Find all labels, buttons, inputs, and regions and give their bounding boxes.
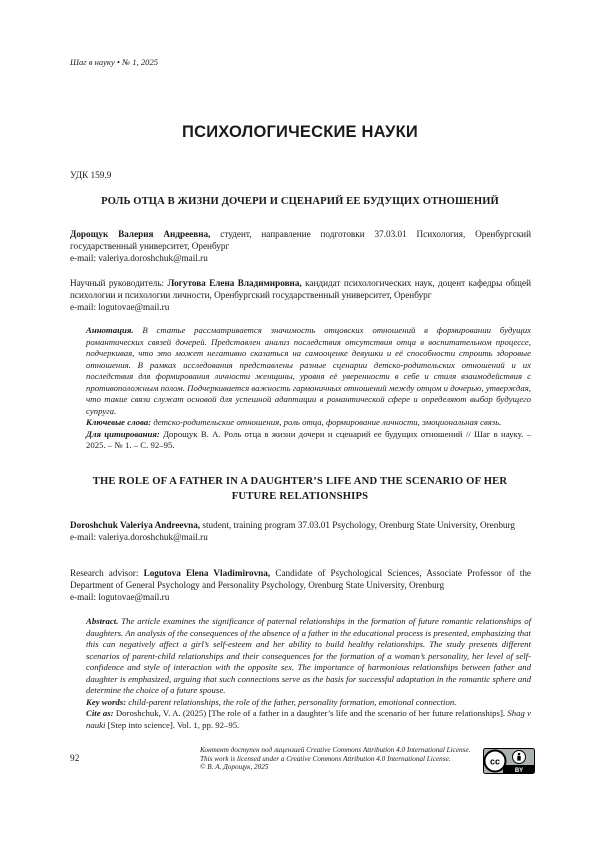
page-number: 92 <box>70 754 79 764</box>
keywords-label-en: Key words: <box>86 697 126 707</box>
abstract-label-en: Abstract. <box>86 616 118 626</box>
abstract-label-ru: Аннотация. <box>86 325 134 335</box>
keywords-text-en: child-parent relationships, the role of the father, personality formation, emotional connection. <box>126 697 456 707</box>
abstract-ru <box>70 325 531 452</box>
udk-code: УДК 159.9 <box>70 171 111 181</box>
cc-badge-text: BY <box>515 768 523 774</box>
keywords-en <box>70 697 531 709</box>
author-name-ru: Дорощук Валерия Андреевна, <box>70 229 210 239</box>
cite-label-ru: Для цитирования: <box>86 429 160 439</box>
cite-text-en-2: [Step into science]. Vol. 1, pp. 92–95. <box>105 720 239 730</box>
advisor-prefix-ru: Научный руководитель: <box>70 278 167 288</box>
abstract-text-ru: В статье рассматривается значимость отцовских отношений в формировании будущих романтических связей дочерей. Представлен анализ последствия отсутствия отца в воспитательном процессе, подчеркивая, что это может негативно сказаться на самооценке девушки и её способности строить здоровые отношения. В рамках исследования представлены разные сценарии детско-родительских отношений и их последствия для формирования личности женщины, уровня её уверенности в себе и стиля взаимодействия с противоположным полом. Подчеркивается важность гармоничных отношений между отцом и дочерью, утверждая, что такие связи служат основой для успешной адаптации в романтической сфере и определяют выбор будущего супруга. <box>86 325 531 416</box>
cite-text-en-1: Doroshchuk, V. A. (2025) [The role of a father in a daughter’s life and the scenario of her future relationships]. <box>114 708 508 718</box>
cc-by-license-icon[interactable] <box>483 748 535 774</box>
author-email-en[interactable]: e-mail: valeriya.doroshchuk@mail.ru <box>70 532 208 542</box>
article-title-en: THE ROLE OF A FATHER IN A DAUGHTER’S LIFE AND THE SCENARIO OF HER FUTURE RELATIONSHIPS <box>70 474 530 504</box>
advisor-block-ru <box>70 277 531 313</box>
cite-journal-en: Shag v nauki <box>86 708 531 730</box>
citation-en <box>70 708 531 731</box>
license-text-ru: Контент доступен под лицензией Creative Commons Attribution 4.0 International License. <box>200 746 480 755</box>
section-title: ПСИХОЛОГИЧЕСКИЕ НАУКИ <box>0 123 600 142</box>
copyright-text: © В. А. Дорощук, 2025 <box>200 763 480 772</box>
keywords-text-ru: детско-родительские отношения, роль отца, формирование личности, эмоциональная связь. <box>151 417 501 427</box>
author-block-ru <box>70 228 531 264</box>
article-title-ru: РОЛЬ ОТЦА В ЖИЗНИ ДОЧЕРИ И СЦЕНАРИЙ ЕЕ БУДУЩИХ ОТНОШЕНИЙ <box>70 196 530 207</box>
cite-text-ru: Дорощук В. А. Роль отца в жизни дочери и сценарий ее будущих отношений // Шаг в науку. – 2025. – № 1. – С. 92–95. <box>86 429 531 451</box>
keywords-ru <box>70 417 531 429</box>
svg-text:cc: cc <box>490 757 500 767</box>
advisor-name-ru: Логутова Елена Владимировна, <box>167 278 301 288</box>
advisor-block-en <box>70 567 531 603</box>
author-block-en <box>70 519 531 543</box>
author-info-ru: студент, направление подготовки 37.03.01 Психология, Оренбургский государственный университет, Оренбург <box>70 229 531 251</box>
author-email-ru[interactable]: e-mail: valeriya.doroshchuk@mail.ru <box>70 253 208 263</box>
advisor-prefix-en: Research advisor: <box>70 568 144 578</box>
abstract-paragraph-ru <box>70 325 531 417</box>
license-text-en: This work is licensed under a Creative Commons Attribution 4.0 International License. <box>200 755 480 764</box>
license-notice <box>200 746 480 772</box>
advisor-email-ru[interactable]: e-mail: logutovae@mail.ru <box>70 302 169 312</box>
citation-ru <box>70 429 531 452</box>
advisor-info-ru: кандидат психологических наук, доцент кафедры общей психологии и психологии личности, Оренбургский государственный университет, Оренбург <box>70 278 531 300</box>
advisor-info-en: Candidate of Psychological Sciences, Associate Professor of the Department of General Psychology and Personality Psychology, Orenburg State University, Orenburg <box>70 568 531 590</box>
journal-header: Шаг в науку • № 1, 2025 <box>70 57 158 67</box>
abstract-text-en: The article examines the significance of paternal relationships in the formation of future romantic relationships of daughters. An analysis of the consequences of the absence of a father in the educational process is presented, emphasizing that this can negatively affect a girl’s self-esteem and her ability to build healthy relationships. The study presents different scenarios of parent-child relationships and their consequences for the formation of a woman’s personality, her level of self-confidence and style of interaction with the opposite sex. The importance of harmonious relationships between father and daughter is emphasized, arguing that such connections serve as the basis for successful adaptation in the romantic sphere and determine the choice of a future spouse. <box>86 616 531 695</box>
keywords-label-ru: Ключевые слова: <box>86 417 151 427</box>
abstract-paragraph-en <box>70 616 531 697</box>
advisor-email-en[interactable]: e-mail: logutovae@mail.ru <box>70 592 169 602</box>
cite-label-en: Cite as: <box>86 708 114 718</box>
author-name-en: Doroshchuk Valeriya Andreevna, <box>70 520 200 530</box>
advisor-name-en: Logutova Elena Vladimirovna, <box>144 568 271 578</box>
author-info-en: student, training program 37.03.01 Psychology, Orenburg State University, Orenburg <box>200 520 515 530</box>
abstract-en <box>70 616 531 731</box>
